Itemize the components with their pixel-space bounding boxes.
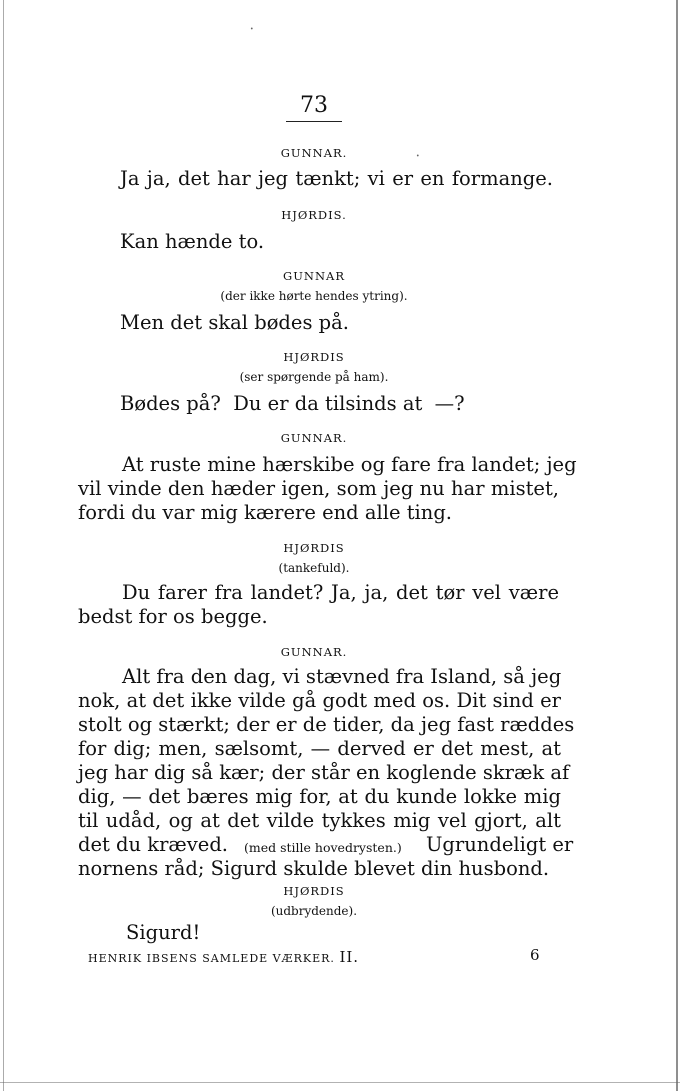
dialogue-line: At ruste mine hærskibe og fare fra landet; jeg bbox=[122, 453, 577, 476]
inline-stage-direction: (med stille hovedrysten.) bbox=[244, 840, 402, 855]
speaker-name: GUNNAR bbox=[283, 269, 345, 283]
stage-direction: (udbrydende). bbox=[270, 904, 358, 918]
stage-direction: (tankefuld). bbox=[278, 561, 350, 575]
speaker-name: GUNNAR. bbox=[280, 431, 348, 445]
dialogue-line: nok, at det ikke vilde gå godt med os. Dit sind er bbox=[78, 689, 561, 712]
footer-volume: II. bbox=[339, 948, 360, 966]
footer-title-text: HENRIK IBSENS SAMLEDE VÆRKER. bbox=[88, 952, 335, 965]
speaker-name: HJØRDIS bbox=[283, 884, 345, 898]
dialogue-line: bedst for os begge. bbox=[78, 605, 268, 628]
speaker-name: HJØRDIS bbox=[283, 541, 345, 555]
speaker-name: GUNNAR. bbox=[280, 146, 348, 160]
dialogue-line: jeg har dig så kær; der står en koglende skræk af bbox=[78, 761, 570, 784]
dialogue-line: Bødes på? Du er da tilsinds at —? bbox=[120, 392, 465, 415]
dialogue-line: Ja ja, det har jeg tænkt; vi er en formange. bbox=[120, 167, 553, 190]
dialogue-line: dig, — det bæres mig for, at du kunde lokke mig bbox=[78, 785, 561, 808]
dialogue-line: for dig; men, sælsomt, — derved er det mest, at bbox=[78, 737, 561, 760]
dialogue-line: stolt og stærkt; der er de tider, da jeg fast ræddes bbox=[78, 713, 575, 736]
signature-mark: 6 bbox=[530, 946, 540, 964]
right-page-edge bbox=[676, 0, 678, 1091]
dialogue-line: vil vinde den hæder igen, som jeg nu har mistet, bbox=[78, 477, 559, 500]
dialogue-line: Du farer fra landet? Ja, ja, det tør vel være bbox=[122, 581, 559, 604]
dialogue-line: Ugrundeligt er bbox=[426, 833, 574, 856]
page-number: 73 bbox=[300, 93, 328, 118]
footer-title bbox=[88, 950, 359, 966]
page-number-rule bbox=[286, 121, 342, 122]
stage-direction: (ser spørgende på ham). bbox=[239, 370, 389, 384]
dialogue-line: fordi du var mig kærere end alle ting. bbox=[78, 501, 453, 524]
bottom-page-edge bbox=[0, 1082, 680, 1083]
scan-speck: • bbox=[250, 26, 254, 33]
speaker-name: GUNNAR. bbox=[280, 645, 348, 659]
dialogue-line: Sigurd! bbox=[126, 921, 201, 944]
dialogue-line: det du kræved. bbox=[78, 833, 229, 856]
dialogue-line: nornens råd; Sigurd skulde blevet din husbond. bbox=[78, 857, 550, 880]
dialogue-line: Kan hænde to. bbox=[120, 230, 265, 253]
dialogue-line: Alt fra den dag, vi stævned fra Island, så jeg bbox=[122, 665, 562, 688]
speaker-name: HJØRDIS. bbox=[281, 208, 347, 222]
speaker-name: HJØRDIS bbox=[283, 350, 345, 364]
scan-speck: • bbox=[416, 153, 420, 160]
stage-direction: (der ikke hørte hendes ytring). bbox=[220, 289, 408, 303]
dialogue-line: til udåd, og at det vilde tykkes mig vel gjort, alt bbox=[78, 809, 561, 832]
dialogue-line: Men det skal bødes på. bbox=[120, 311, 349, 334]
